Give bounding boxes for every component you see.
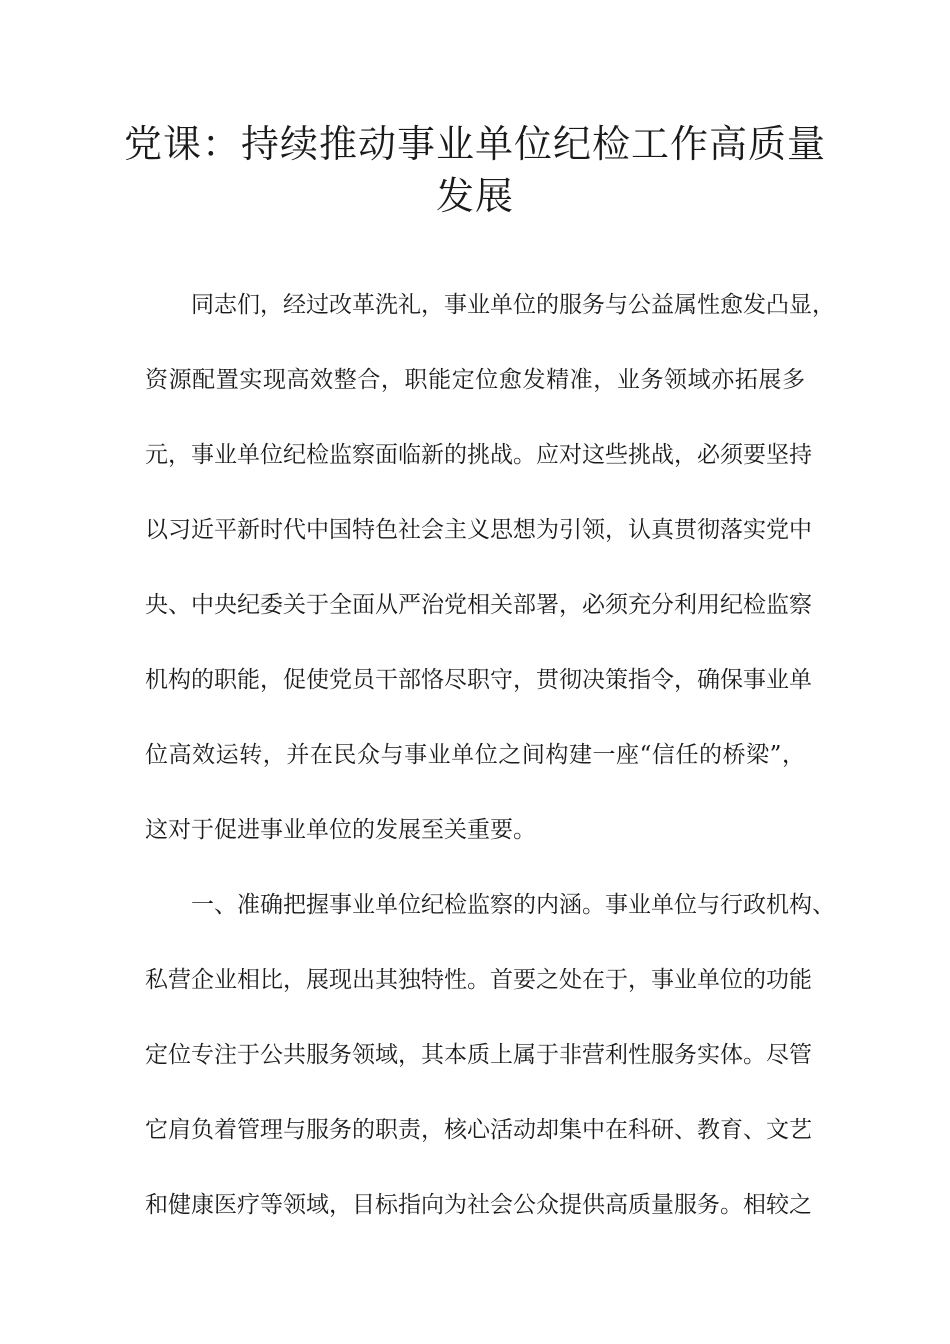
body-line: 位高效运转，并在民众与事业单位之间构建一座“信任的桥梁”， [145, 742, 805, 768]
title-line-2: 发展 [435, 174, 514, 218]
document-body [145, 286, 835, 1261]
body-line: 私营企业相比，展现出其独特性。首要之处在于，事业单位的功能 [145, 967, 812, 993]
body-line: 和健康医疗等领域，目标指向为社会公众提供高质量服务。相较之 [145, 1192, 812, 1218]
body-line: 央、中央纪委关于全面从严治党相关部署，必须充分利用纪检监察 [145, 592, 812, 618]
body-line: 元，事业单位纪检监察面临新的挑战。应对这些挑战，必须要坚持 [145, 442, 812, 468]
document-title [120, 118, 830, 222]
body-line: 以习近平新时代中国特色社会主义思想为引领，认真贯彻落实党中 [145, 517, 812, 543]
body-line: 同志们，经过改革洗礼，事业单位的服务与公益属性愈发凸显， [191, 292, 835, 318]
body-line: 资源配置实现高效整合，职能定位愈发精准，业务领域亦拓展多 [145, 367, 805, 393]
body-line: 这对于促进事业单位的发展至关重要。 [145, 817, 536, 843]
body-line: 机构的职能，促使党员干部恪尽职守，贯彻决策指令，确保事业单 [145, 667, 812, 693]
body-line: 它肩负着管理与服务的职责，核心活动却集中在科研、教育、文艺 [145, 1117, 812, 1143]
body-line: 定位专注于公共服务领域，其本质上属于非营利性服务实体。尽管 [145, 1042, 812, 1068]
body-line: 一、准确把握事业单位纪检监察的内涵。事业单位与行政机构、 [191, 892, 835, 918]
title-line-1: 党课：持续推动事业单位纪检工作高质量 [123, 122, 826, 166]
